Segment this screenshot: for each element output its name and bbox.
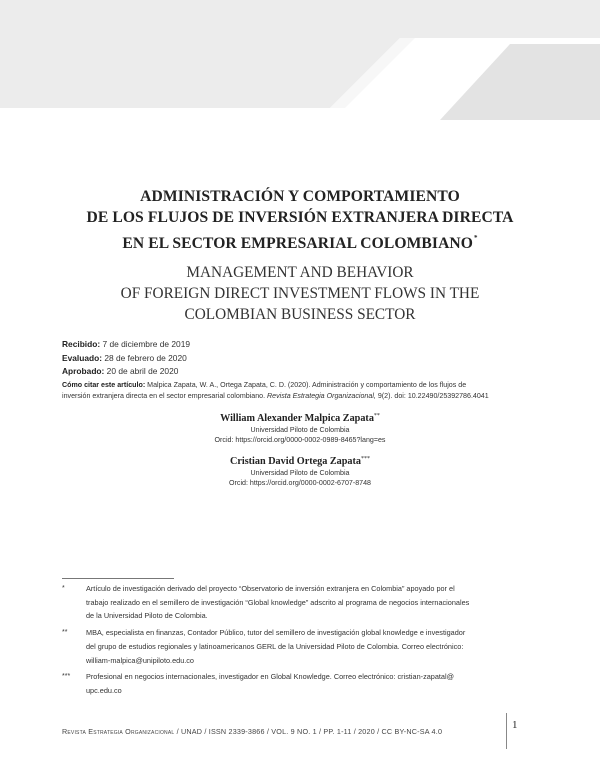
approved-date (62, 365, 542, 379)
author-orcid-link[interactable]: Orcid: https://orcid.org/0000-0002-6707-8748 (229, 479, 371, 487)
title-footnote-mark: * (474, 234, 478, 242)
article-title-english (40, 262, 560, 325)
citation-text: inversión extranjera directa en el sector empresarial colombiano. (62, 391, 266, 400)
footnote (62, 670, 542, 697)
citation-label: Cómo citar este artículo: (62, 381, 146, 389)
footnote-email-link[interactable]: upc.edu.co (86, 685, 122, 695)
evaluated-label: Evaluado: (62, 352, 103, 363)
journal-name: Revista Estrategia Organizacional (62, 727, 175, 736)
title-es-line: DE LOS FLUJOS DE INVERSIÓN EXTRANJERA DIRECTA (86, 209, 514, 226)
title-en-line: COLOMBIAN BUSINESS SECTOR (184, 306, 416, 323)
author-block (100, 453, 500, 488)
approved-label: Aprobado: (62, 366, 105, 376)
footnote-mark: ** (62, 629, 68, 637)
header-banner (0, 0, 600, 140)
banner-band-light (440, 44, 600, 120)
footnotes (62, 582, 542, 701)
footnote-line: Profesional en negocios internacionales, investigador en Global Knowledge. Correo electrónico: cristian-zapatal@ (86, 672, 455, 682)
journal-details: / UNAD / ISSN 2339-3866 / VOL. 9 NO. 1 / PP. 1-11 / 2020 / CC BY-NC-SA 4.0 (176, 727, 443, 736)
received-value: 7 de diciembre de 2019 (102, 339, 191, 349)
author-name (100, 410, 500, 425)
footnote (62, 626, 542, 667)
article-dates (62, 338, 542, 379)
citation-journal: Revista Estrategia Organizacional, (267, 391, 376, 400)
citation-line (62, 391, 542, 402)
footnote-mark: * (62, 585, 65, 592)
title-es-line (40, 228, 560, 254)
citation-doi: 9(2). doi: 10.22490/25392786.4041 (377, 391, 489, 400)
footnote-line: Artículo de investigación derivado del proyecto “Observatorio de inversión extranjera en Colombia” apoyado por el (86, 584, 455, 593)
footer-divider (506, 713, 507, 749)
evaluated-value: 28 de febrero de 2020 (104, 352, 187, 363)
received-date (62, 338, 542, 352)
citation-block (62, 380, 542, 401)
footnote-line: trabajo realizado en el semillero de investigación “Global knowledge” adscrito al programa de negocios internacionales (86, 597, 470, 607)
footnote (62, 582, 542, 623)
author-block (100, 410, 500, 445)
author-name-text: William Alexander Malpica Zapata (220, 413, 374, 424)
title-en-line: MANAGEMENT AND BEHAVIOR (186, 264, 414, 281)
title-es-line: ADMINISTRACIÓN Y COMPORTAMIENTO (140, 188, 460, 205)
author-footnote-mark: *** (361, 456, 371, 462)
author-name (100, 453, 500, 468)
footnote-line: MBA, especialista en finanzas, Contador Público, tutor del semillero de investigación global knowledge e investigador (86, 628, 466, 638)
citation-text: Malpica Zapata, W. A., Ortega Zapata, C. D. (2020). Administración y comportamiento de los flujos de (147, 381, 467, 389)
article-title-spanish (40, 186, 560, 254)
title-en-line: OF FOREIGN DIRECT INVESTMENT FLOWS IN THE (120, 285, 480, 302)
footnote-separator (62, 578, 174, 579)
footnote-mark: *** (62, 673, 71, 681)
author-footnote-mark: ** (373, 413, 380, 419)
approved-value: 20 de abril de 2020 (106, 366, 179, 376)
received-label: Recibido: (62, 339, 101, 349)
citation-line (62, 380, 542, 391)
author-name-text: Cristian David Ortega Zapata (229, 456, 362, 467)
page-number: 1 (512, 719, 518, 731)
journal-footer (62, 727, 442, 736)
author-orcid-link[interactable]: Orcid: https://orcid.org/0000-0002-0989-8465?lang=es (214, 436, 386, 444)
author-affiliation: Universidad Piloto de Colombia (250, 469, 350, 477)
footnote-email-link[interactable]: william-malpica@unipiloto.edu.co (86, 655, 194, 665)
evaluated-date (62, 352, 542, 366)
author-affiliation: Universidad Piloto de Colombia (250, 426, 350, 434)
footnote-line: del grupo de estudios regionales y latinoamericanos GERL de la Universidad Piloto de Colombia. Correo electrónico: (86, 641, 464, 651)
footnote-line: de la Universidad Piloto de Colombia. (86, 611, 208, 621)
title-es-line-text: EN EL SECTOR EMPRESARIAL COLOMBIANO (122, 235, 474, 252)
